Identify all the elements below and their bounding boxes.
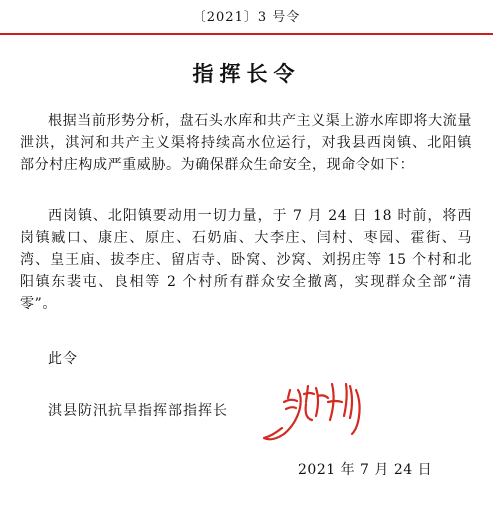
red-divider-line	[0, 33, 493, 35]
handwritten-signature	[258, 376, 388, 446]
document-title: 指挥长令	[192, 62, 301, 86]
signer-title: 淇县防汛抗旱指挥部指挥长	[48, 403, 228, 419]
body-paragraph-1: 根据当前形势分析，盘石头水库和共产主义渠上游水库即将大流量泄洪，淇河和共产主义渠将持续高水位运行，对我县西岗镇、北阳镇部分村庄构成严重威胁。为确保群众生命安全，现命令如下：	[20, 113, 472, 173]
body-paragraph-2: 西岗镇、北阳镇要动用一切力量，于 7 月 24 日 18 时前，将西岗镇臧口、康庄、原庄、石奶庙、大李庄、闫村、枣园、霍街、马湾、皇王庙、拔李庄、留店寺、卧窝、沙窝、刘拐庄等 15 个村和北阳镇东裴屯、良相等 2 个村所有群众安全撤离，实现群众全部“清零”。	[20, 208, 472, 312]
document-number: 〔2021〕3 号令	[192, 10, 301, 25]
closing-text: 此令	[48, 351, 78, 367]
document-date: 2021 年 7 月 24 日	[298, 462, 433, 478]
